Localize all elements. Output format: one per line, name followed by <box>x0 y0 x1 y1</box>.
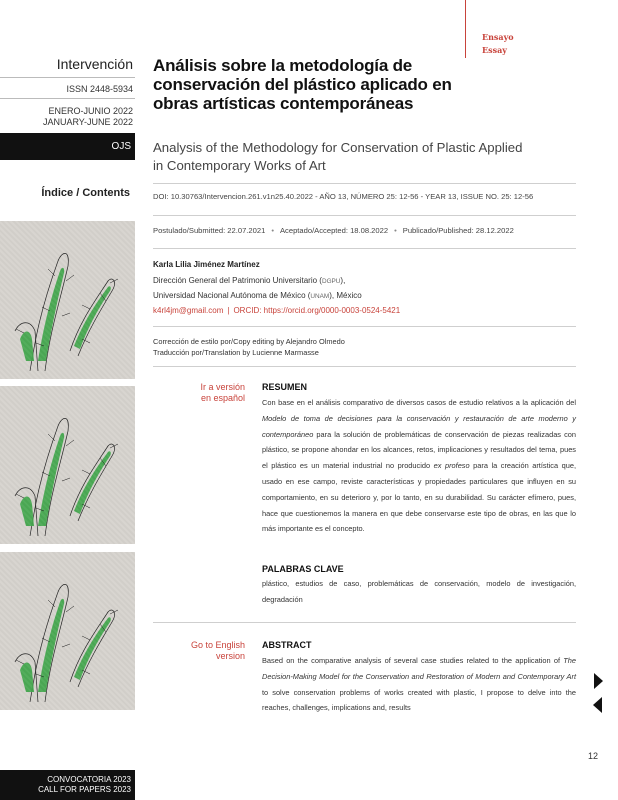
issue-period <box>0 106 135 128</box>
date-accepted: Aceptado/Accepted: 18.08.2022 <box>279 226 389 235</box>
section-es: Ensayo <box>482 32 514 42</box>
issn: ISSN 2448-5934 <box>66 84 133 94</box>
resumen-body: Con base en el análisis comparativo de diversos casos de estudio relativos a la aplicación del Modelo de toma de decisiones para la conservación y restauración de arte moderno y contemporáneo para la solución de problemáticas de conservación de piezas realizadas con plástico, se propone ahondar en los alcances, retos, implicaciones y resultados del tema, pues el plástico es un material industrial no producido ex profeso para la creación artística que, usado en ese campo, reviste características y propiedades particulares que influyen en su comportamiento, en su deterioro y, por lo tanto, en su durabilidad. Su carácter efímero, pues, hace que cuestionemos la manera en que debe conservarse este tipo de obras, en las que lo más importante es el concepto. <box>262 398 577 534</box>
ojs-link[interactable]: OJS <box>0 133 135 160</box>
section-tag <box>482 31 514 57</box>
copy-editing-credit: Corrección de estilo por/Copy editing by Alejandro Olmedo <box>153 337 345 346</box>
page-number: 12 <box>588 751 599 761</box>
next-page-arrow-icon[interactable] <box>594 673 603 689</box>
call-for-papers-link[interactable] <box>0 770 135 800</box>
orcid-link[interactable]: ORCID: https://orcid.org/0000-0003-0524-5421 <box>233 306 401 315</box>
artwork-image <box>0 221 135 379</box>
period-en: JANUARY-JUNE 2022 <box>42 117 133 127</box>
divider <box>153 366 576 367</box>
artwork-image <box>0 552 135 710</box>
call-en: CALL FOR PAPERS 2023 <box>38 785 131 794</box>
cactus-artwork-3 <box>0 552 135 710</box>
abstract-heading: ABSTRACT <box>262 640 312 650</box>
author-name: Karla Lilia Jiménez Martínez <box>153 260 260 269</box>
english-version-link[interactable]: Go to English version <box>190 640 245 661</box>
divider <box>153 622 576 623</box>
divider <box>153 215 576 216</box>
article-title-es: Análisis sobre la metodología de conservación del plástico aplicado en obras artísticas contemporáneas <box>153 56 452 113</box>
date-submitted: Postulado/Submitted: 22.07.2021 <box>153 226 266 235</box>
translation-credit: Traducción por/Translation by Lucienne Marmasse <box>153 348 319 357</box>
call-es: CONVOCATORIA 2023 <box>47 775 131 784</box>
toc-link[interactable]: Índice / Contents <box>41 187 130 199</box>
date-published: Publicado/Published: 28.12.2022 <box>402 226 514 235</box>
period-es: ENERO-JUNIO 2022 <box>48 106 133 116</box>
cactus-artwork-2 <box>0 386 135 544</box>
author-email-link[interactable]: k4rl4jm@gmail.com <box>153 306 224 315</box>
divider <box>153 326 576 327</box>
doi-line: DOI: 10.30763/Intervencion.261.v1n25.40.2022 - AÑO 13, NÚMERO 25: 12-56 - YEAR 13, ISSUE NO. 25: 12-56 <box>153 192 534 201</box>
article-title-en: Analysis of the Methodology for Conservation of Plastic Applied in Contemporary Works of Art <box>153 140 523 173</box>
affiliation-2: Universidad Nacional Autónoma de México (UNAM), México <box>153 291 362 300</box>
author-contact: k4rl4jm@gmail.com | ORCID: https://orcid.org/0000-0003-0524-5421 <box>153 306 401 315</box>
artwork-image <box>0 386 135 544</box>
dates-line: Postulado/Submitted: 22.07.2021 • Aceptado/Accepted: 18.08.2022 • Publicado/Published: 28.12.2022 <box>153 226 514 235</box>
affiliation-1: Dirección General del Patrimonio Universitario (DGPU), <box>153 276 346 285</box>
section-divider <box>465 0 466 58</box>
cactus-artwork-1 <box>0 221 135 379</box>
journal-name: Intervención <box>56 56 133 72</box>
divider <box>153 183 576 184</box>
section-en: Essay <box>482 45 507 55</box>
divider <box>153 248 576 249</box>
divider <box>0 98 135 99</box>
previous-page-arrow-icon[interactable] <box>593 697 602 713</box>
keywords-body: plástico, estudios de caso, problemáticas de conservación, modelo de investigación, degradación <box>262 579 576 604</box>
spanish-version-link[interactable]: Ir a versión en español <box>200 382 245 403</box>
keywords-heading: PALABRAS CLAVE <box>262 564 344 574</box>
divider <box>0 77 135 78</box>
credits <box>153 336 345 358</box>
abstract-body: Based on the comparative analysis of several case studies related to the application of The Decision-Making Model for the Conservation and Restoration of Modern and Contemporary Art to solve conservation problems of works created with plastic, I propose to delve into the reaches, challenges, implications and, results <box>262 656 576 713</box>
resumen-heading: RESUMEN <box>262 382 308 392</box>
